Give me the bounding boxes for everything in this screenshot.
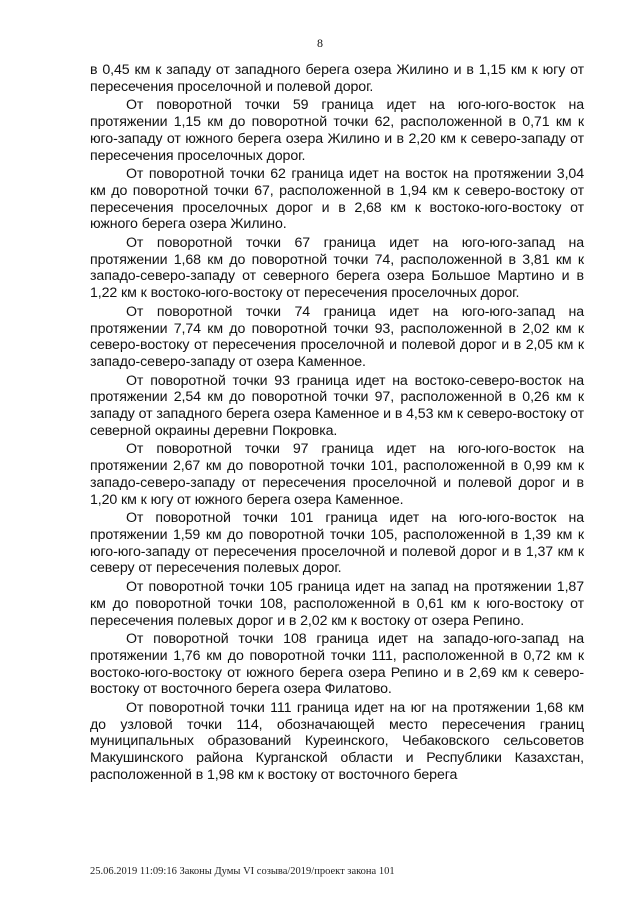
paragraph: От поворотной точки 74 граница идет на юго-юго-запад на протяжении 7,74 км до поворотной точки 93, расположенной в 2,02 км к северо-востоку от пересечения проселочной и полевой дорог и в 2,05 км к западо-северо-западу от озера Каменное. — [90, 303, 584, 370]
paragraph: От поворотной точки 59 граница идет на юго-юго-восток на протяжении 1,15 км до поворотной точки 62, расположенной в 0,71 км к юго-западу от южного берега озера Жилино и в 2,20 км к северо-западу от пересечения проселочных дорог. — [90, 97, 584, 164]
paragraph: От поворотной точки 105 граница идет на запад на протяжении 1,87 км до поворотной точки 108, расположенной в 0,61 км к юго-востоку от пересечения полевых дорог и в 2,02 км к востоку от озера Репино. — [90, 579, 584, 629]
paragraph: От поворотной точки 62 граница идет на восток на протяжении 3,04 км до поворотной точки 67, расположенной в 1,94 км к северо-востоку от пересечения проселочных дорог и в 2,68 км к востоко-юго-востоку от южного берега озера Жилино. — [90, 166, 584, 233]
paragraph: От поворотной точки 108 граница идет на западо-юго-запад на протяжении 1,76 км до поворотной точки 111, расположенной в 0,72 км к востоко-юго-востоку от южного берега озера Репино и в 2,69 км к северо-востоку от восточного берега озера Филатово. — [90, 631, 584, 698]
paragraph: От поворотной точки 111 граница идет на юг на протяжении 1,68 км до узловой точки 114, обозначающей место пересечения границ муниципальных образований Куреинского, Чебаковского сельсоветов Макушинского района Курганской области и Республики Казахстан, расположенной в 1,98 км к востоку от восточного берега — [90, 700, 584, 783]
paragraph: От поворотной точки 67 граница идет на юго-юго-запад на протяжении 1,68 км до поворотной точки 74, расположенной в 3,81 км к западо-северо-западу от северного берега озера Большое Мартино и в 1,22 км к востоко-юго-востоку от пересечения проселочных дорог. — [90, 235, 584, 302]
document-body — [90, 62, 584, 786]
page-number: 8 — [317, 36, 323, 50]
paragraph: От поворотной точки 97 граница идет на юго-юго-восток на протяжении 2,67 км до поворотной точки 101, расположенной в 0,99 км к западо-северо-западу от пересечения проселочной и полевой дорог и в 1,20 км к югу от южного берега озера Каменное. — [90, 441, 584, 508]
paragraph: От поворотной точки 101 граница идет на юго-юго-восток на протяжении 1,59 км до поворотной точки 105, расположенной в 1,39 км к юго-юго-западу от пересечения проселочной и полевой дорог и в 1,37 км к северу от пересечения полевых дорог. — [90, 510, 584, 577]
paragraph: в 0,45 км к западу от западного берега озера Жилино и в 1,15 км к югу от пересечения проселочной и полевой дорог. — [90, 62, 584, 95]
document-footer: 25.06.2019 11:09:16 Законы Думы VI созыва/2019/проект закона 101 — [90, 866, 395, 877]
paragraph: От поворотной точки 93 граница идет на востоко-северо-восток на протяжении 2,54 км до поворотной точки 97, расположенной в 0,26 км к западу от западного берега озера Каменное и в 4,53 км к северо-востоку от северной окраины деревни Покровка. — [90, 372, 584, 439]
